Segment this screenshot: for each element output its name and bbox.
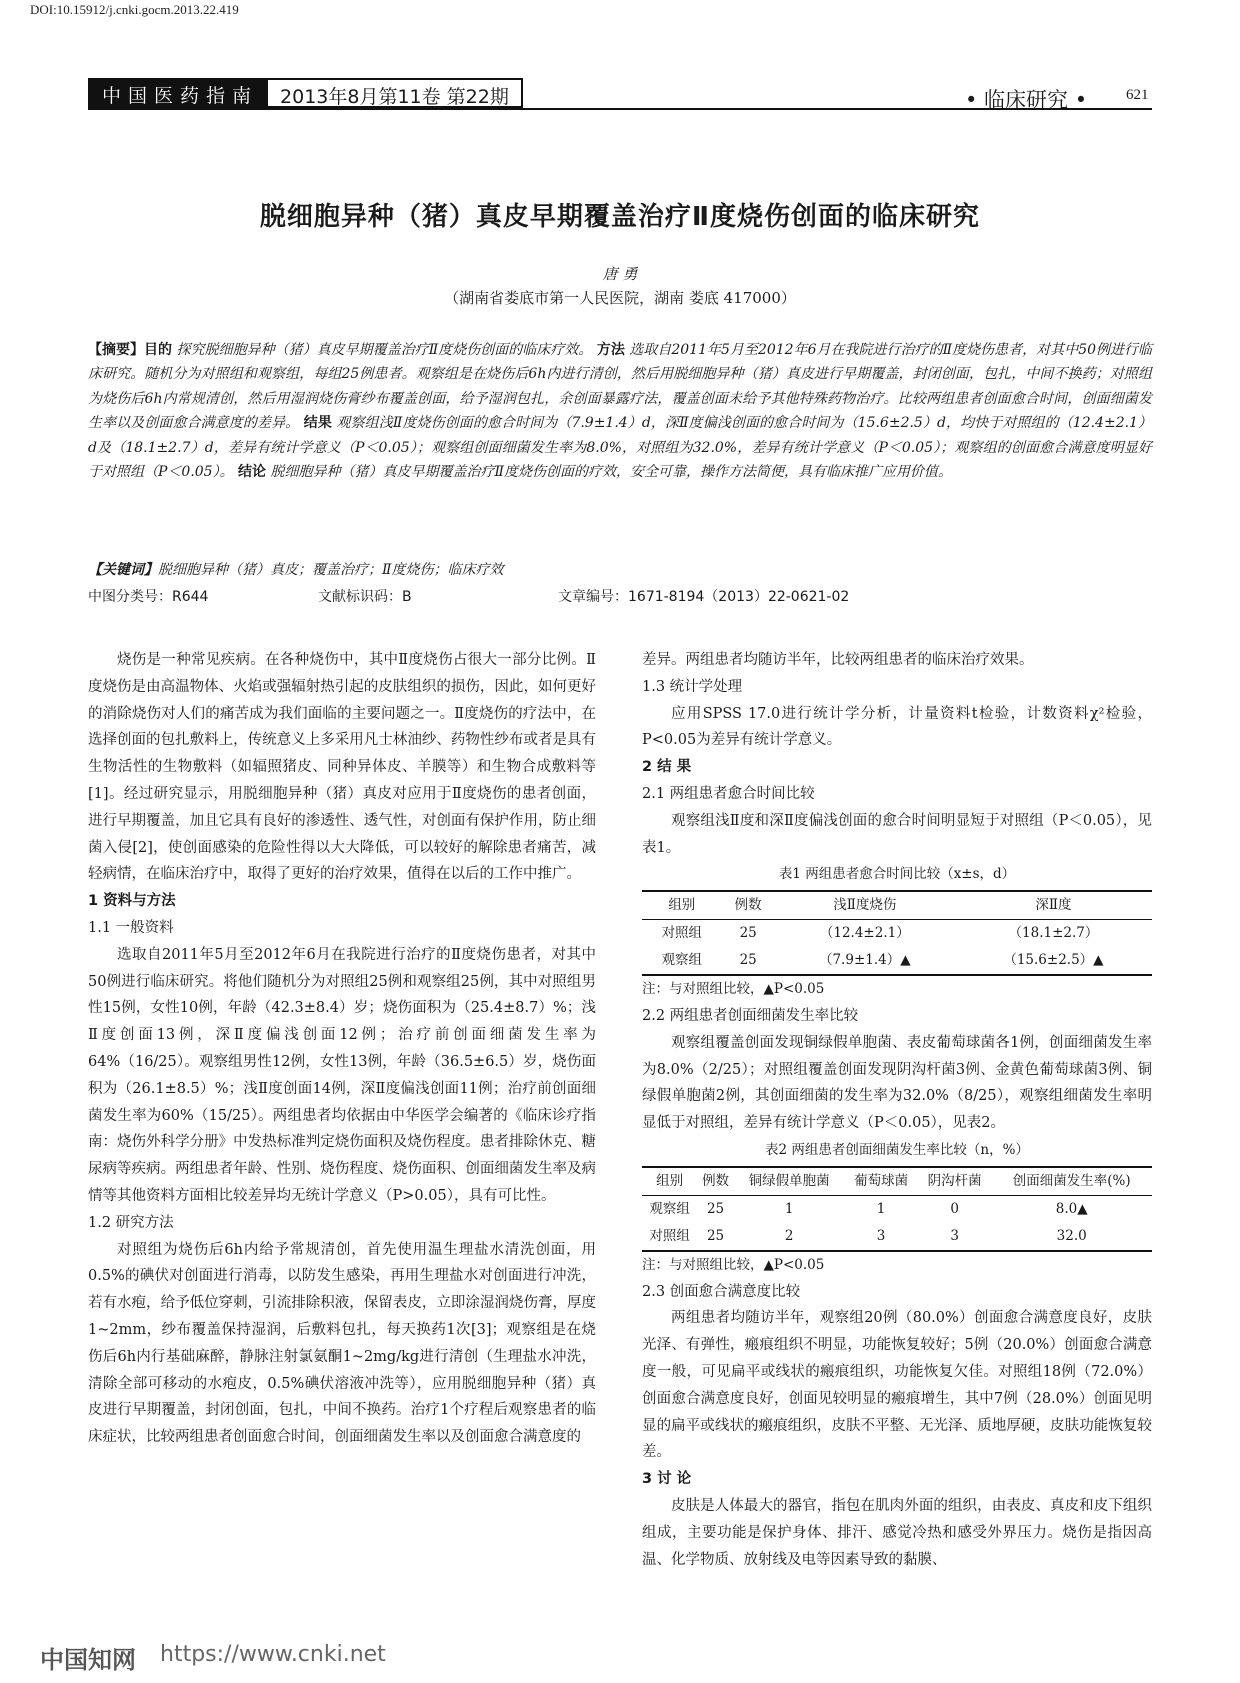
- section-tag: • 临床研究 •: [965, 88, 1088, 112]
- table2-cell: 1: [784, 1200, 794, 1217]
- method-text: 选取自2011年5月至2012年6月在我院进行治疗的Ⅱ度烧伤患者，对其中50例进行临床研究。随机分为对照组和观察组，每组25例患者。观察组是在烧伤后6h内进行清创，然后用脱细胞异种（猪）真皮进行早期覆盖，封闭创面，包扎，中间不换药；对照组为烧伤后6h内常规清创，然后用湿润烧伤膏纱布覆盖创面，给予湿润包扎，余创面暴露疗法，覆盖创面未给予其他特殊药物治疗。比较两组患者创面愈合时间，创面细菌发生率以及创面愈合满意度的差异。: [88, 342, 1153, 432]
- table2-cell: 1: [876, 1200, 886, 1217]
- table2-header: 阴沟杆菌: [927, 1172, 982, 1189]
- section-1-heading: 1 资料与方法: [88, 893, 176, 910]
- table2-cell: 25: [706, 1200, 725, 1217]
- result-text: 观察组浅Ⅱ度烧伤创面的愈合时间为（7.9±1.4）d，深Ⅱ度偏浅创面的愈合时间为（15.6±2.5）d，均快于对照组的（12.4±2.1）d及（18.1±2.7）d，差异有统计学意义（P＜0.05）；观察组创面细菌发生率为8.0%，对照组为32.0%，差异有统计学意义（P＜0.05）；观察组的创面愈合满意度明显好于对照组（P＜0.05）。: [88, 415, 1153, 481]
- table2-cell: 观察组: [649, 1200, 690, 1217]
- table1-cell: 25: [739, 925, 757, 942]
- intro-paragraph: 烧伤是一种常见疾病。在各种烧伤中，其中Ⅱ度烧伤占很大一部分比例。Ⅱ度烧伤是由高温物体、火焰或强辐射热引起的皮肤组织的损伤，因此，如何更好的消除烧伤对人们的痛苦成为我们面临的主要问题之一。Ⅱ度烧伤的疗法中，在选择创面的包扎敷料上，传统意义上多采用凡士林油纱、药物性纱布或者是具有生物活性的生物敷料（如辐照猪皮、同种异体皮、羊膜等）和生物合成敷料等[1]。经过研究显示，用脱细胞异种（猪）真皮对应用于Ⅱ度烧伤的患者创面，进行早期覆盖，加且它具有良好的渗透性、透气性，对创面有保护作用，防止细菌入侵[2]，使创面感染的危险性得以大大降低，可以较好的解除患者痛苦，减轻病情，在临床治疗中，取得了更好的治疗效果，值得在以后的工作中推广。: [88, 652, 596, 883]
- article-title: 脱细胞异种（猪）真皮早期覆盖治疗Ⅱ度烧伤创面的临床研究: [259, 202, 981, 232]
- keywords-text: 脱细胞异种（猪）真皮；覆盖治疗；Ⅱ度烧伤；临床疗效: [158, 562, 504, 578]
- abstract-label: 【摘要】: [88, 342, 145, 358]
- table1-caption: 表1 两组患者愈合时间比较（x±s，d）: [778, 866, 1016, 883]
- section-3-heading: 3 讨 论: [642, 1471, 692, 1488]
- purpose-text: 探究脱细胞异种（猪）真皮早期覆盖治疗Ⅱ度烧伤创面的临床疗效。: [176, 342, 593, 358]
- table2-cell: 对照组: [649, 1227, 690, 1244]
- table-row: [642, 1223, 1152, 1251]
- table-row: [642, 920, 1152, 948]
- article-number: 文章编号：1671-8194（2013）22-0621-02: [558, 589, 850, 605]
- journal-issue: 2013年8月第11卷 第22期: [268, 78, 523, 108]
- table1-cell: （15.6±2.5）▲: [1003, 952, 1104, 969]
- section-2-heading: 2 结 果: [642, 759, 692, 776]
- section-1-1-heading: 1.1 一般资料: [88, 919, 174, 936]
- author: 唐 勇: [602, 265, 638, 283]
- section-2-2-paragraph: 观察组覆盖创面发现铜绿假单胞菌、表皮葡萄球菌各1例，创面细菌发生率为8.0%（2/25）；对照组覆盖创面发现阴沟杆菌3例、金黄色葡萄球菌3例、铜绿假单胞菌2例，其创面细菌的发生率为32.0%（8/25），观察组细菌发生率明显低于对照组，差异有统计学意义（P＜0.05），见表2。: [642, 1034, 1152, 1132]
- affiliation: （湖南省娄底市第一人民医院，湖南 娄底 417000）: [444, 289, 796, 307]
- table2-caption: 表2 两组患者创面细菌发生率比较（n，%）: [765, 1141, 1029, 1158]
- left-column: [88, 647, 596, 1451]
- section-1-3-heading: 1.3 统计学处理: [642, 678, 743, 695]
- keywords-label: 【关键词】: [88, 562, 158, 578]
- section-2-1-paragraph: 观察组浅Ⅱ度和深Ⅱ度偏浅创面的愈合时间明显短于对照组（P＜0.05），见表1。: [642, 812, 1152, 856]
- right-column: [642, 647, 1152, 1573]
- conclusion-text: 脱细胞异种（猪）真皮早期覆盖治疗Ⅱ度烧伤创面的疗效，安全可靠，操作方法简便，具有临床推广应用价值。: [270, 464, 953, 481]
- table2-cell: 2: [784, 1227, 794, 1244]
- table2-header: 葡萄球菌: [854, 1172, 909, 1189]
- table2-note: 注：与对照组比较，▲P<0.05: [642, 1256, 825, 1273]
- section-1-2-heading: 1.2 研究方法: [88, 1214, 174, 1231]
- method-label: 方法: [596, 342, 625, 358]
- table2-header: 例数: [702, 1172, 730, 1189]
- section-2-2-heading: 2.2 两组患者创面细菌发生率比较: [642, 1007, 859, 1024]
- table2-header: 组别: [656, 1172, 684, 1189]
- conclusion-label: 结论: [238, 464, 267, 481]
- table2-cell: 32.0: [1056, 1227, 1087, 1244]
- doi-line: DOI:10.15912/j.cnki.gocm.2013.22.419: [30, 2, 239, 17]
- section-1-1-paragraph: 选取自2011年5月至2012年6月在我院进行治疗的Ⅱ度烧伤患者，对其中50例进行临床研究。将他们随机分为对照组25例和观察组25例，其中对照组男性15例，女性10例，年龄（42.3±8.4）岁；烧伤面积为（25.4±8.7）%；浅Ⅱ度创面13例，深Ⅱ度偏浅创面12例；治疗前创面细菌发生率为64%（16/25）。观察组男性12例，女性13例，年龄（36.5±6.5）岁，烧伤面积为（26.1±8.5）%；浅Ⅱ度创面14例，深Ⅱ度偏浅创面11例；治疗前创面细菌发生率为60%（15/25）。两组患者均依据由中华医学会编著的《临床诊疗指南：烧伤外科学分册》中发热标准判定烧伤面积及烧伤程度。患者排除休克、糖尿病等疾病。两组患者年龄、性别、烧伤程度、烧伤面积、创面细菌发生率及病情等其他资料方面相比较差异均无统计学意义（P>0.05），具有可比性。: [88, 946, 596, 1204]
- table-row: [642, 1195, 1152, 1223]
- table1-header: 深Ⅱ度: [1035, 897, 1072, 914]
- continued-paragraph: 差异。两组患者均随访半年，比较两组患者的临床治疗效果。: [642, 652, 1034, 668]
- result-label: 结果: [303, 415, 332, 432]
- keywords: [88, 559, 1152, 579]
- table1-cell: 25: [739, 952, 757, 969]
- table2-cell: 3: [876, 1227, 886, 1244]
- table1-header: 组别: [668, 897, 696, 914]
- table-row: [642, 947, 1152, 975]
- document-code: 文献标识码：B: [318, 589, 412, 605]
- section-2-1-heading: 2.1 两组患者愈合时间比较: [642, 785, 815, 802]
- table2-header: 铜绿假单胞菌: [748, 1172, 830, 1189]
- table1-cell: 对照组: [661, 925, 703, 942]
- table1-header: 例数: [734, 897, 762, 914]
- table1-note: 注：与对照组比较，▲P<0.05: [642, 981, 825, 998]
- table1-header: 浅Ⅱ度烧伤: [833, 897, 897, 914]
- classification-number: 中图分类号：R644: [88, 589, 209, 605]
- cnki-logo: 中国知网: [40, 1646, 136, 1674]
- journal-banner: [88, 78, 523, 108]
- abstract: [88, 338, 1152, 484]
- section-1-3-paragraph: 应用SPSS 17.0进行统计学分析，计量资料t检验，计数资料χ²检验，P<0.05为差异有统计学意义。: [642, 705, 1152, 749]
- section-2-3-heading: 2.3 创面愈合满意度比较: [642, 1283, 801, 1300]
- table1-cell: （7.9±1.4）▲: [818, 952, 911, 969]
- purpose-label: 目的: [144, 342, 173, 358]
- table2-cell: 0: [950, 1200, 959, 1217]
- table2-header: 创面细菌发生率(%): [1012, 1172, 1131, 1189]
- cnki-url[interactable]: https://www.cnki.net: [160, 1642, 386, 1667]
- table1: [642, 890, 1152, 976]
- section-3-paragraph: 皮肤是人体最大的器官，指包在肌肉外面的组织，由表皮、真皮和皮下组织组成，主要功能是保护身体、排汗、感觉冷热和感受外界压力。烧伤是指因高温、化学物质、放射线及电等因素导致的黏膜、: [642, 1497, 1152, 1568]
- table1-cell: （12.4±2.1）: [819, 925, 910, 942]
- section-2-3-paragraph: 两组患者均随访半年，观察组20例（80.0%）创面愈合满意度良好，皮肤光泽、有弹性，瘢痕组织不明显，功能恢复较好；5例（20.0%）创面愈合满意度一般，可见扁平或线状的瘢痕组织，功能恢复欠佳。对照组18例（72.0%）创面愈合满意度良好，创面见较明显的瘢痕增生，其中7例（28.0%）创面见明显的扁平或线状的瘢痕组织，皮肤不平整、无光泽、质地厚硬，皮肤功能恢复较差。: [642, 1310, 1152, 1461]
- table2-cell: 8.0▲: [1055, 1200, 1088, 1217]
- table2-cell: 3: [950, 1227, 959, 1244]
- table2-cell: 25: [706, 1227, 725, 1244]
- table1-cell: （18.1±2.7）: [1008, 925, 1099, 942]
- table1-cell: 观察组: [661, 952, 703, 969]
- section-1-2-paragraph: 对照组为烧伤后6h内给予常规清创，首先使用温生理盐水清洗创面，用0.5%的碘伏对创面进行消毒，以防发生感染，再用生理盐水对创面进行冲洗，若有水疱，给予低位穿刺，引流排除积液，保留表皮，立即涂湿润烧伤膏，厚度1~2mm，纱布覆盖保持湿润，后敷料包扎，每天换药1次[3]；观察组是在烧伤后6h内行基础麻醉，静脉注射氯氨酮1~2mg/kg进行清创（生理盐水冲洗，清除全部可移动的水疱皮，0.5%碘伏溶液冲洗等），应用脱细胞异种（猪）真皮进行早期覆盖，封闭创面，包扎，中间不换药。治疗1个疗程后观察患者的临床症状，比较两组患者创面愈合时间，创面细菌发生率以及创面愈合满意度的: [88, 1241, 596, 1446]
- journal-name: 中国医药指南: [88, 78, 268, 108]
- page-number: 621: [1126, 87, 1149, 103]
- table2: [642, 1166, 1152, 1252]
